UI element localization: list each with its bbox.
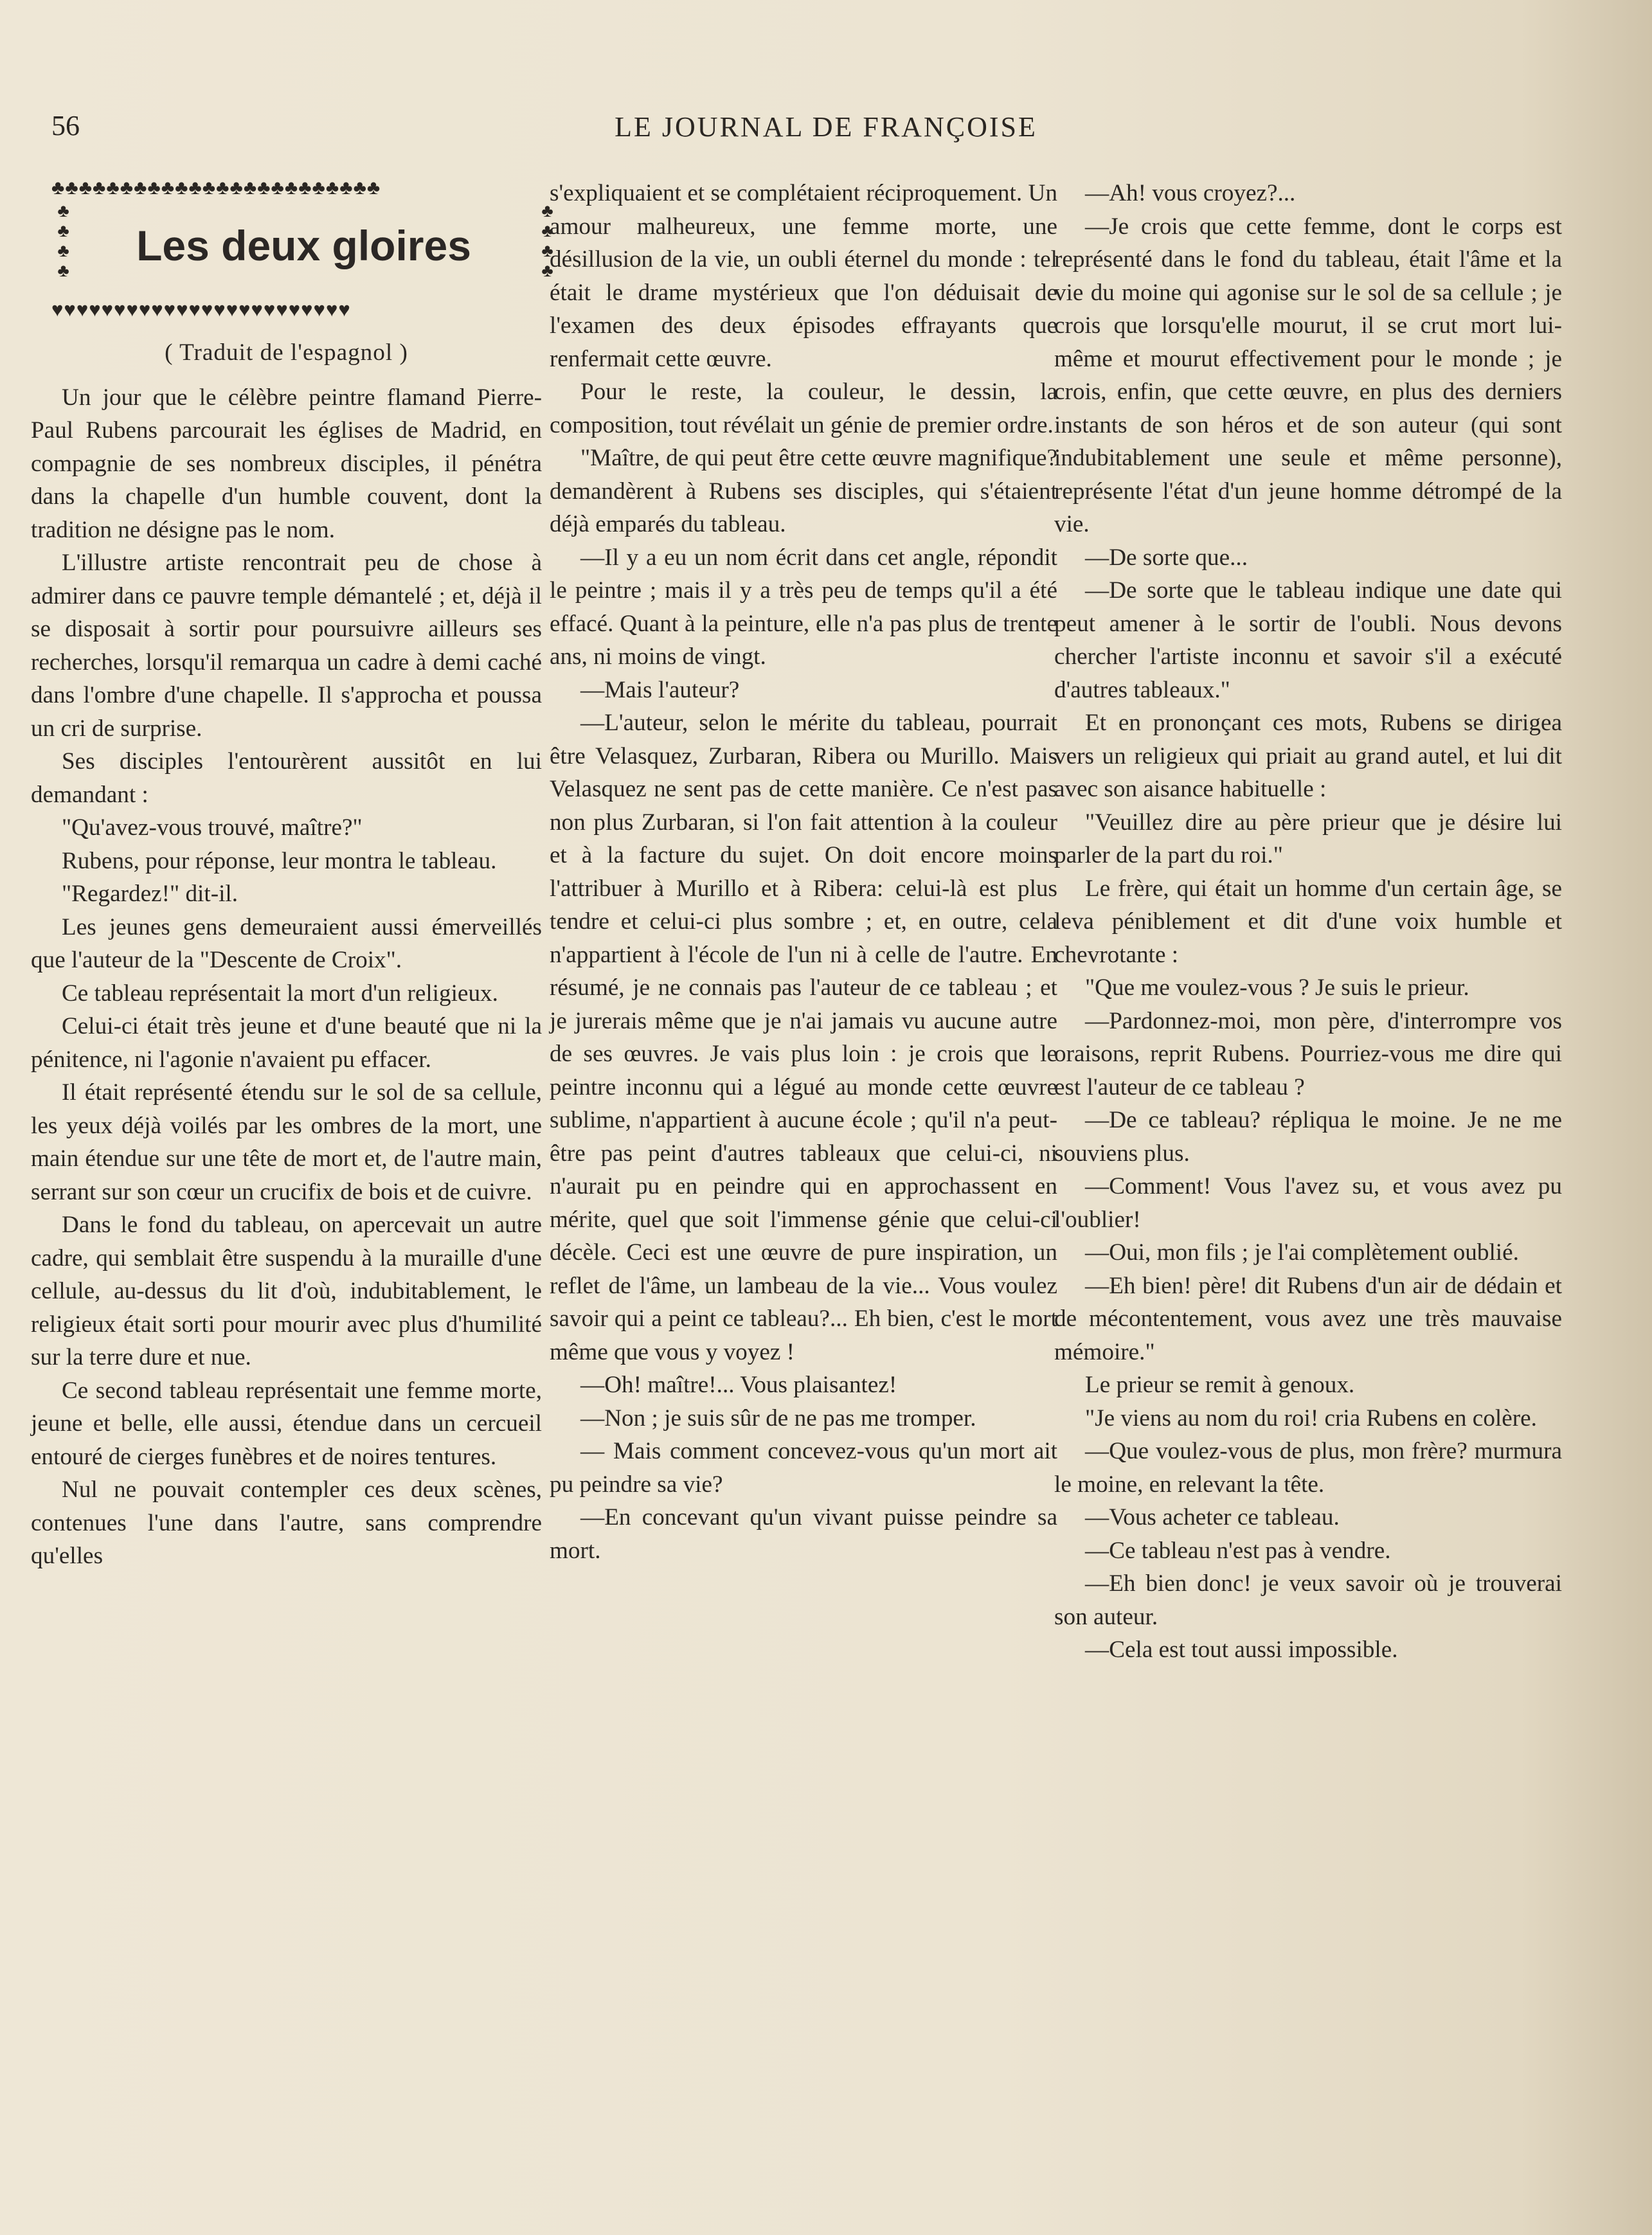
- paragraph: Nul ne pouvait contempler ces deux scènes, contenues l'une dans l'autre, sans comprendre qu'elles: [31, 1477, 542, 1569]
- title-frame: [51, 177, 556, 326]
- paragraph: —Je crois que cette femme, dont le corps est représenté dans le fond du tableau, était l'âme et la vie du moine qui agonise sur le sol de sa cellule ; je crois que lorsqu'elle mourut, il se crut mort lui-même et mourut effectivement pour le monde ; je crois, enfin, que cette œuvre, en plus des derniers instants de son héros et de son auteur (qui sont indubitablement une seule et même personne), représente l'état d'un jeune homme détrompé de la vie.: [1054, 213, 1562, 537]
- paragraph: "Je viens au nom du roi! cria Rubens en colère.: [1085, 1405, 1537, 1432]
- paragraph: —Ce tableau n'est pas à vendre.: [1085, 1537, 1391, 1564]
- ornament-border-left: ♣♣♣♣: [53, 201, 73, 281]
- column-2-text: [550, 177, 1057, 1567]
- paragraph: "Maître, de qui peut être cette œuvre magnifique? demandèrent à Rubens ses disciples, qui s'étaient déjà emparés du tableau.: [550, 445, 1057, 537]
- paragraph: Il était représenté étendu sur le sol de sa cellule, les yeux déjà voilés par les ombres de la mort, une main étendue sur une tête de mort et, de l'autre main, serrant sur son cœur un crucifix de bois et de cuivre.: [31, 1079, 542, 1205]
- paragraph: —De ce tableau? répliqua le moine. Je ne me souviens plus.: [1054, 1107, 1562, 1167]
- paragraph: —Pardonnez-moi, mon père, d'interrompre vos oraisons, reprit Rubens. Pourriez-vous me dire qui est l'auteur de ce tableau ?: [1054, 1007, 1562, 1100]
- paragraph: Ses disciples l'entourèrent aussitôt en lui demandant :: [31, 748, 542, 808]
- paragraph: —De sorte que le tableau indique une date qui peut amener à le sortir de l'oubli. Nous devons chercher l'artiste inconnu et savoir s'il a exécuté d'autres tableaux.": [1054, 577, 1562, 703]
- paragraph: "Veuillez dire au père prieur que je désire lui parler de la part du roi.": [1054, 809, 1562, 868]
- paragraph: Les jeunes gens demeuraient aussi émerveillés que l'auteur de la "Descente de Croix".: [31, 913, 542, 973]
- paragraph: Un jour que le célèbre peintre flamand Pierre-Paul Rubens parcourait les églises de Madrid, en compagnie de ses nombreux disciples, il pénétra dans la chapelle d'un humble couvent, dont la tradition ne désigne pas le nom.: [31, 384, 542, 543]
- ornament-border-top: ♣♣♣♣♣♣♣♣♣♣♣♣♣♣♣♣♣♣♣♣♣♣♣♣: [51, 177, 381, 199]
- column-1-text: [31, 381, 542, 1573]
- paragraph: —Vous acheter ce tableau.: [1085, 1504, 1340, 1530]
- paragraph: Ce tableau représentait la mort d'un religieux.: [62, 980, 498, 1007]
- ornament-border-right: ♣♣♣♣: [537, 201, 557, 281]
- paragraph: —Que voulez-vous de plus, mon frère? murmura le moine, en relevant la tête.: [1054, 1438, 1562, 1498]
- paragraph: Dans le fond du tableau, on apercevait un autre cadre, qui semblait être suspendu à la muraille d'une cellule, au-dessus du lit d'où, indubitablement, le religieux était sorti pour mourir avec plus d'humilité sur la terre dure et nue.: [31, 1212, 542, 1370]
- paragraph: Celui-ci était très jeune et d'une beauté que ni la pénitence, ni l'agonie n'avaient pu effacer.: [31, 1013, 542, 1073]
- paragraph: "Regardez!" dit-il.: [62, 881, 238, 907]
- paragraph: —Eh bien! père! dit Rubens d'un air de dédain et de mécontentement, vous avez une très mauvaise mémoire.": [1054, 1272, 1562, 1365]
- paragraph: —Non ; je suis sûr de ne pas me tromper.: [580, 1405, 976, 1432]
- paragraph: Pour le reste, la couleur, le dessin, la composition, tout révélait un génie de premier ordre.: [550, 379, 1057, 438]
- paragraph: —En concevant qu'un vivant puisse peindre sa mort.: [550, 1504, 1057, 1564]
- paragraph: —Comment! Vous l'avez su, et vous avez pu l'oublier!: [1054, 1173, 1562, 1233]
- paragraph: s'expliquaient et se complétaient réciproquement. Un amour malheureux, une femme morte, une désillusion de la vie, un oubli éternel du monde : tel était le drame mystérieux que l'on déduisait de l'examen des deux épisodes effrayants que renfermait cette œuvre.: [550, 180, 1057, 372]
- ornament-border-bottom: ♥♥♥♥♥♥♥♥♥♥♥♥♥♥♥♥♥♥♥♥♥♥♥♥: [51, 299, 351, 321]
- paragraph: —L'auteur, selon le mérite du tableau, pourrait être Velasquez, Zurbaran, Ribera ou Murillo. Mais Velasquez ne sent pas de cette manière. Ce n'est pas non plus Zurbaran, si l'on fait attention à la couleur et à la facture du sujet. On doit encore moins l'attribuer à Murillo et à Ribera: celui-là est plus tendre et celui-ci plus sombre ; et, en outre, cela n'appartient à l'école de l'un ni à celle de l'autre. En résumé, je ne connais pas l'auteur de ce tableau ; et je jurerais même que je n'ai jamais vu aucune autre de ses œuvres. Je vais plus loin : je crois que le peintre inconnu qui a légué au monde cette œuvre sublime, n'appartient à aucune école ; qu'il n'a peut-être pas peint d'autres tableaux que celui-ci, ni n'aurait pu en peindre qui en approchassent en mérite, quel que soit l'immense génie que celui-ci décèle. Ceci est une œuvre de pure inspiration, un reflet de l'âme, un lambeau de la vie... Vous voulez savoir qui a peint ce tableau?... Eh bien, c'est le mort même que vous y voyez !: [550, 710, 1057, 1365]
- article-title: Les deux gloires: [136, 222, 471, 269]
- paragraph: Le frère, qui était un homme d'un certain âge, se leva péniblement et dit d'une voix humble et chevrotante :: [1054, 875, 1562, 968]
- paragraph: Rubens, pour réponse, leur montra le tableau.: [62, 847, 497, 874]
- paragraph: —Il y a eu un nom écrit dans cet angle, répondit le peintre ; mais il y a très peu de temps qu'il a été effacé. Quant à la peinture, elle n'a pas plus de trente ans, ni moins de vingt.: [550, 544, 1057, 670]
- paragraph: —De sorte que...: [1085, 544, 1248, 571]
- paragraph: Ce second tableau représentait une femme morte, jeune et belle, elle aussi, étendue dans un cercueil entouré de cierges funèbres et de noires tentures.: [31, 1377, 542, 1470]
- paragraph: —Ah! vous croyez?...: [1085, 180, 1296, 206]
- paragraph: L'illustre artiste rencontrait peu de chose à admirer dans ce pauvre temple démantelé ; et, déjà il se disposait à sortir pour poursuivre ailleurs ses recherches, lorsqu'il remarqua un cadre à demi caché dans l'ombre d'une chapelle. Il s'approcha et poussa un cri de surprise.: [31, 550, 542, 742]
- column-3: [1054, 177, 1562, 1667]
- paragraph: —Eh bien donc! je veux savoir où je trouverai son auteur.: [1054, 1570, 1562, 1630]
- paragraph: — Mais comment concevez-vous qu'un mort ait pu peindre sa vie?: [550, 1438, 1057, 1498]
- column-1: [31, 177, 557, 1573]
- column-3-text: [1054, 177, 1562, 1667]
- column-2: [550, 177, 1057, 1567]
- running-head: LE JOURNAL DE FRANÇOISE: [615, 111, 1037, 143]
- paragraph: Le prieur se remit à genoux.: [1085, 1372, 1355, 1398]
- paragraph: Et en prononçant ces mots, Rubens se dirigea vers un religieux qui priait au grand autel, et lui dit avec son aisance habituelle :: [1054, 710, 1562, 802]
- paragraph: "Qu'avez-vous trouvé, maître?": [62, 814, 363, 841]
- paragraph: —Mais l'auteur?: [580, 676, 740, 703]
- paragraph: —Oh! maître!... Vous plaisantez!: [580, 1372, 897, 1398]
- paragraph: —Cela est tout aussi impossible.: [1085, 1637, 1398, 1663]
- article-subtitle: ( Traduit de l'espagnol ): [165, 339, 408, 366]
- page-number: 56: [51, 110, 80, 141]
- paragraph: —Oui, mon fils ; je l'ai complètement oublié.: [1085, 1239, 1519, 1266]
- paragraph: "Que me voulez-vous ? Je suis le prieur.: [1085, 974, 1469, 1001]
